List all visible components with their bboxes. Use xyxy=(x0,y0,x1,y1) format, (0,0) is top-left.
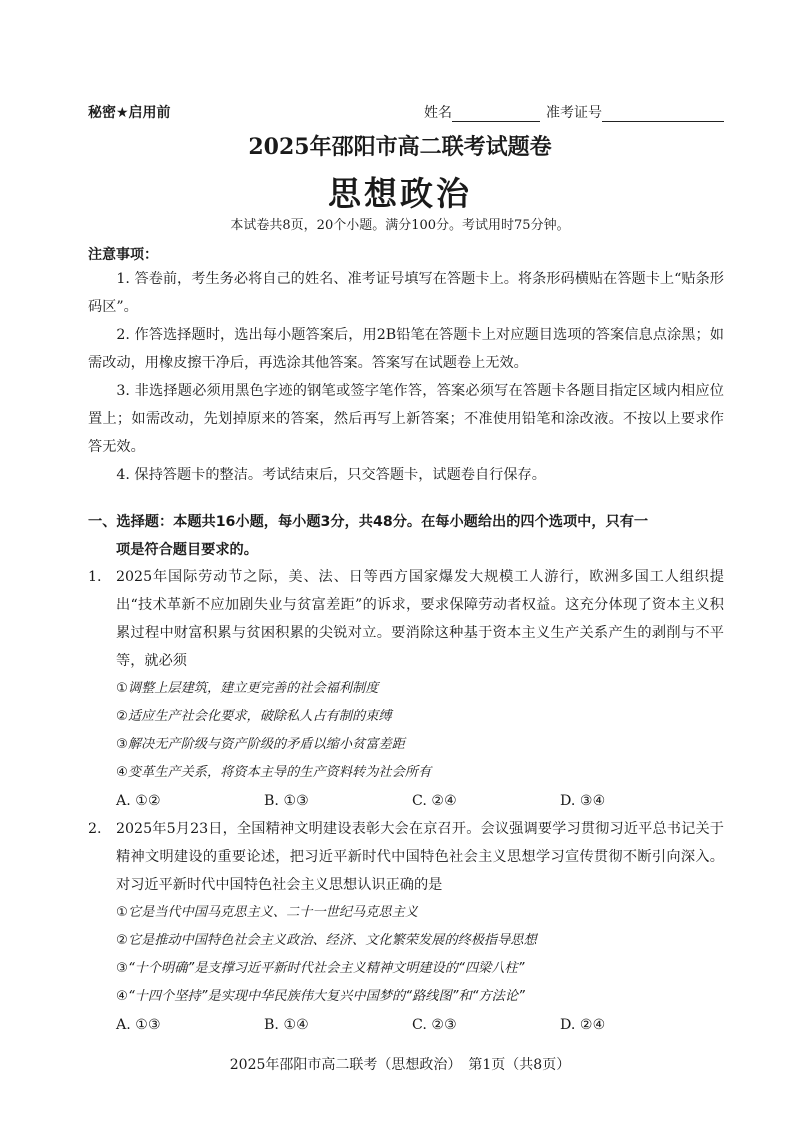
page-footer: 2025年邵阳市高二联考（思想政治） 第1页（共8页） xyxy=(229,1057,571,1073)
name-blank xyxy=(452,105,540,122)
exam-id-label: 准考证号 xyxy=(546,105,602,121)
answer-choices xyxy=(88,1011,724,1039)
statement-option: ②它是推动中国特色社会主义政治、经济、文化繁荣发展的终极指导思想 xyxy=(116,933,537,948)
statement-option: ③“十个明确”是支撑习近平新时代社会主义精神文明建设的“四梁八柱” xyxy=(116,961,525,976)
notice-item: 1. 答卷前，考生务必将自己的姓名、准考证号填写在答题卡上。将条形码横贴在答题卡上“贴条形码区”。 xyxy=(88,271,724,315)
choice-c: C. ②④ xyxy=(412,793,457,809)
notice-item: 4. 保持答题卡的整洁。考试结束后，只交答题卡，试题卷自行保存。 xyxy=(116,467,546,483)
candidate-fields xyxy=(424,102,724,122)
secret-label: 秘密★启用前 xyxy=(88,105,171,121)
question-2 xyxy=(88,815,724,899)
choice-d: D. ③④ xyxy=(560,793,606,809)
question-1 xyxy=(88,563,724,675)
choice-b: B. ①④ xyxy=(264,1017,309,1033)
header-line xyxy=(88,102,724,124)
question-stem: 2025年国际劳动节之际，美、法、日等西方国家爆发大规模工人游行，欧洲多国工人组织提出“技术革新不应加剧失业与贫富差距”的诉求，要求保障劳动者权益。这充分体现了资本主义积累过程中财富积累与贫困积累的尖锐对立。要消除这种基于资本主义生产关系产生的剥削与不平等，就必须 xyxy=(116,569,724,669)
name-label: 姓名 xyxy=(424,105,452,121)
answer-choices xyxy=(88,787,724,815)
statement-option: ②适应生产社会化要求，破除私人占有制的束缚 xyxy=(116,709,392,724)
notice-title: 注意事项： xyxy=(88,247,158,263)
statement-option: ①调整上层建筑，建立更完善的社会福利制度 xyxy=(116,681,379,696)
notice-item: 2. 作答选择题时，选出每小题答案后，用2B铅笔在答题卡上对应题目选项的答案信息点涂黑；如需改动，用橡皮擦干净后，再选涂其他答案。答案写在试题卷上无效。 xyxy=(88,327,724,371)
section-heading-line1: 一、选择题：本题共16小题，每小题3分，共48分。在每小题给出的四个选项中，只有一 xyxy=(88,514,649,530)
notice-item: 3. 非选择题必须用黑色字迹的钢笔或签字笔作答，答案必须写在答题卡各题目指定区域内相应位置上；如需改动，先划掉原来的答案，然后再写上新答案；不准使用铅笔和涂改液。不按以上要求作答无效。 xyxy=(88,383,724,455)
question-number: 2. xyxy=(88,821,102,837)
paper-info: 本试卷共8页，20个小题。满分100分。考试用时75分钟。 xyxy=(230,218,570,233)
statement-option: ③解决无产阶级与资产阶级的矛盾以缩小贫富差距 xyxy=(116,737,405,752)
question-list xyxy=(88,563,724,1039)
section-heading-line2: 项是符合题目要求的。 xyxy=(116,542,258,558)
statement-option: ④变革生产关系，将资本主导的生产资料转为社会所有 xyxy=(116,765,432,780)
choice-c: C. ②③ xyxy=(412,1017,457,1033)
exam-title: 2025年邵阳市高二联考试题卷 xyxy=(248,134,552,160)
question-stem: 2025年5月23日，全国精神文明建设表彰大会在京召开。会议强调要学习贯彻习近平总书记关于精神文明建设的重要论述，把习近平新时代中国特色社会主义思想学习宣传贯彻不断引向深入。对习近平新时代中国特色社会主义思想认识正确的是 xyxy=(116,821,724,893)
subject-title: 思想政治 xyxy=(328,174,472,213)
choice-b: B. ①③ xyxy=(264,793,309,809)
statement-option: ①它是当代中国马克思主义、二十一世纪马克思主义 xyxy=(116,905,418,920)
exam-id-blank xyxy=(602,105,724,122)
section-heading xyxy=(88,508,724,564)
choice-a: A. ①③ xyxy=(116,1017,161,1033)
question-number: 1. xyxy=(88,569,102,585)
choice-d: D. ②④ xyxy=(560,1017,606,1033)
choice-a: A. ①② xyxy=(116,793,161,809)
notice-list xyxy=(88,265,724,489)
statement-option: ④“十四个坚持”是实现中华民族伟大复兴中国梦的“路线图”和“方法论” xyxy=(116,989,525,1004)
